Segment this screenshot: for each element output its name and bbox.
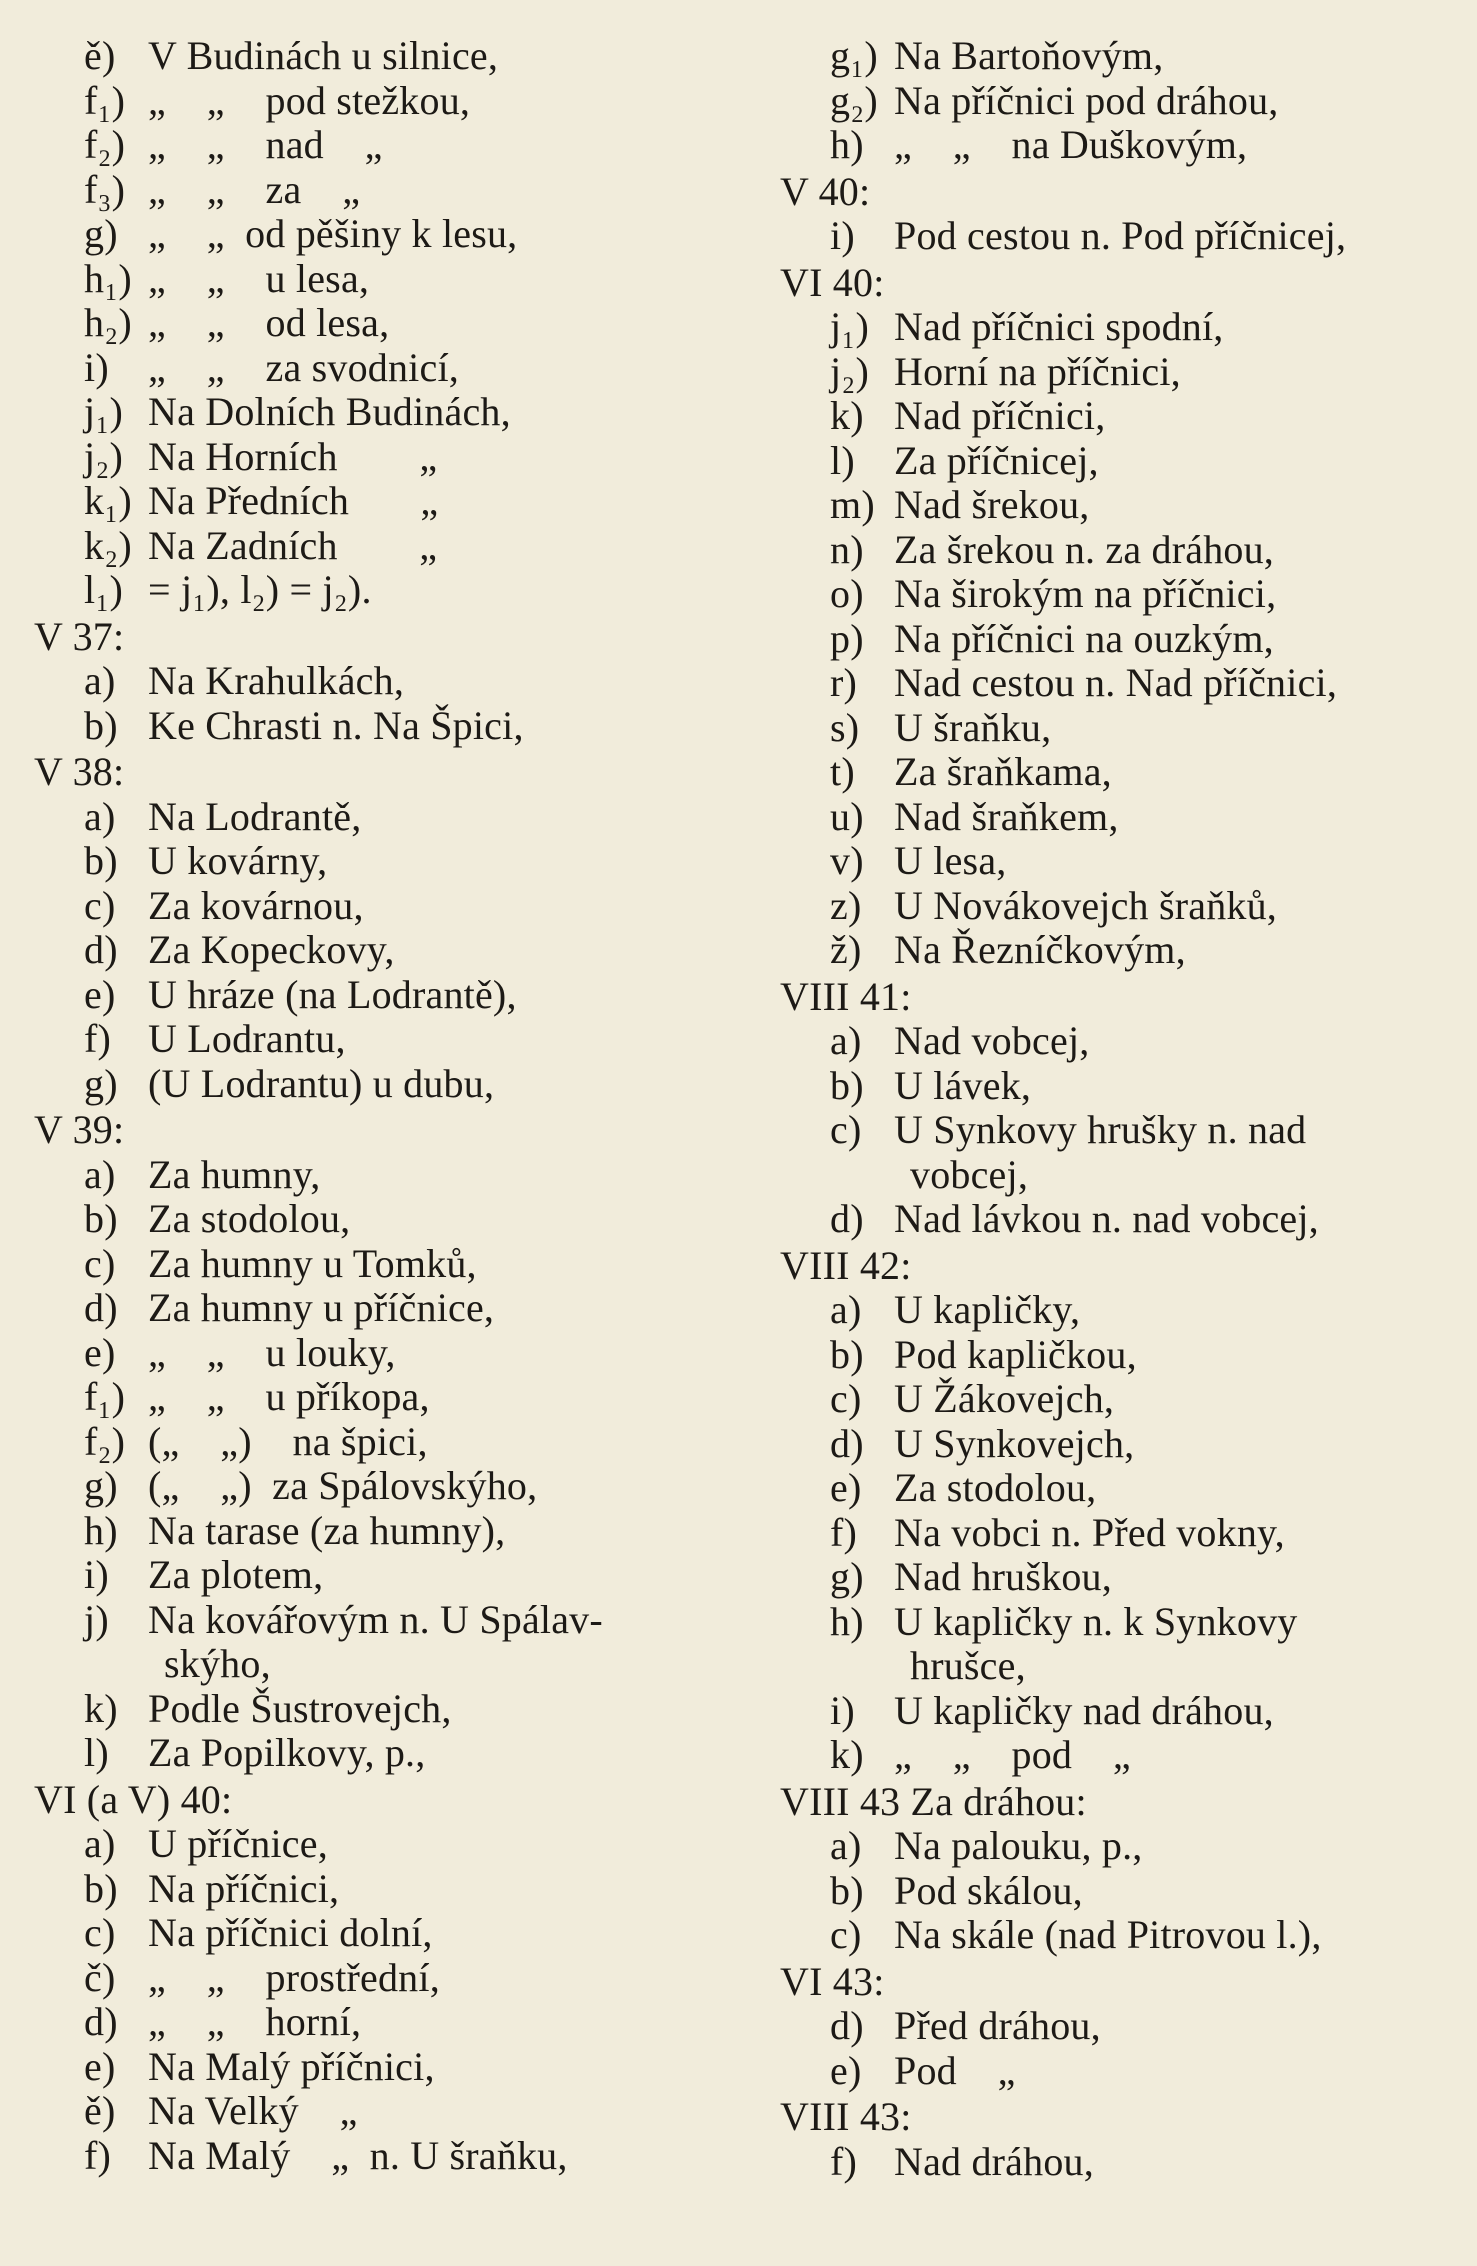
item-key: d) bbox=[84, 1285, 118, 1330]
list-item bbox=[34, 524, 714, 569]
list-item bbox=[34, 1420, 714, 1465]
list-item bbox=[34, 884, 714, 929]
list-item bbox=[780, 1555, 1450, 1600]
list-item bbox=[34, 346, 714, 391]
item-text: Za stodolou, bbox=[148, 1196, 351, 1241]
item-text: U Žákovejch, bbox=[894, 1376, 1115, 1421]
item-text: Ke Chrasti n. Na Špici, bbox=[148, 702, 524, 748]
section-heading: V 38: bbox=[34, 749, 125, 794]
item-key: p) bbox=[830, 615, 864, 661]
item-text: „ „ za „ bbox=[148, 166, 361, 212]
item-text: U Synkovy hrušky n. nad bbox=[894, 1107, 1307, 1152]
list-item bbox=[34, 1687, 714, 1732]
list-item bbox=[34, 1197, 714, 1242]
item-text: Na palouku, p., bbox=[894, 1823, 1143, 1868]
item-key: f₁) bbox=[84, 1374, 126, 1419]
item-key: h) bbox=[830, 1598, 864, 1644]
item-text: Nad lávkou n. nad vobcej, bbox=[894, 1196, 1319, 1241]
section-heading: VIII 43 Za dráhou: bbox=[780, 1778, 1087, 1824]
item-text: Na Krahulkách, bbox=[148, 658, 405, 703]
section-heading: V 40: bbox=[780, 168, 871, 214]
list-item bbox=[780, 123, 1450, 168]
item-key: t) bbox=[830, 749, 855, 794]
item-text: Na příčnici pod dráhou, bbox=[894, 77, 1279, 123]
item-key: g) bbox=[84, 1060, 118, 1106]
item-text: Na Velký „ bbox=[148, 2088, 358, 2133]
item-text: „ „ na Duškovým, bbox=[894, 122, 1248, 167]
item-key: g) bbox=[84, 1463, 118, 1508]
item-text: „ „ u lesa, bbox=[148, 255, 370, 301]
item-text: U kovárny, bbox=[148, 838, 328, 883]
section-heading: V 37: bbox=[34, 613, 125, 659]
list-item bbox=[34, 257, 714, 302]
list-item bbox=[34, 1375, 714, 1420]
list-item bbox=[34, 168, 714, 213]
list-item bbox=[34, 123, 714, 168]
item-key: c) bbox=[84, 1910, 116, 1955]
item-key: k) bbox=[84, 1685, 118, 1731]
item-key: d) bbox=[830, 1420, 864, 1466]
item-text: V Budinách u silnice, bbox=[148, 33, 499, 78]
item-key: i) bbox=[84, 1552, 109, 1597]
list-item bbox=[34, 2000, 714, 2045]
list-item bbox=[780, 305, 1450, 350]
item-text: „ „ od lesa, bbox=[148, 300, 390, 345]
list-item bbox=[34, 435, 714, 480]
item-text: Na Lodrantě, bbox=[148, 793, 362, 839]
item-text: Na příčnici na ouzkým, bbox=[894, 615, 1274, 661]
item-text: U Synkovejch, bbox=[894, 1420, 1135, 1466]
item-key: f) bbox=[84, 1016, 112, 1061]
item-text: Za Kopeckovy, bbox=[148, 927, 395, 972]
list-item bbox=[34, 1062, 714, 1107]
item-text: Před dráhou, bbox=[894, 2003, 1101, 2048]
item-text: Za plotem, bbox=[148, 1552, 324, 1597]
list-item bbox=[34, 973, 714, 1018]
section-heading: VI (a V) 40: bbox=[34, 1776, 233, 1822]
list-item bbox=[34, 795, 714, 840]
list-item bbox=[780, 928, 1450, 973]
item-text: Nad šraňkem, bbox=[894, 793, 1119, 839]
item-key: g) bbox=[830, 1554, 864, 1599]
item-key: b) bbox=[830, 1062, 864, 1108]
list-item bbox=[34, 704, 714, 749]
item-key: j₁) bbox=[84, 389, 123, 434]
item-key: a) bbox=[830, 1018, 862, 1063]
list-item bbox=[780, 2004, 1450, 2049]
item-key: e) bbox=[84, 971, 116, 1017]
item-text: „ „ za svodnicí, bbox=[148, 344, 459, 390]
list-item bbox=[780, 483, 1450, 528]
item-key: n) bbox=[830, 526, 864, 572]
list-item bbox=[780, 1422, 1450, 1467]
item-key: f₂) bbox=[84, 122, 126, 167]
list-item bbox=[34, 2134, 714, 2179]
item-key: č) bbox=[84, 1954, 116, 2000]
list-item bbox=[780, 2140, 1450, 2185]
list-item bbox=[780, 1733, 1450, 1778]
item-key: j₂) bbox=[830, 348, 869, 394]
item-key: f) bbox=[830, 2138, 858, 2184]
item-key: a) bbox=[84, 1821, 116, 1866]
item-text: Nad dráhou, bbox=[894, 2138, 1094, 2184]
item-key: b) bbox=[84, 702, 118, 748]
list-item bbox=[34, 212, 714, 257]
item-key: h) bbox=[84, 1507, 118, 1553]
item-key: k) bbox=[830, 1732, 864, 1777]
item-key: d) bbox=[830, 1196, 864, 1241]
item-key: c) bbox=[830, 1107, 862, 1152]
list-item bbox=[780, 394, 1450, 439]
item-key: a) bbox=[830, 1823, 862, 1868]
list-item bbox=[34, 568, 714, 613]
list-item bbox=[34, 2089, 714, 2134]
item-key: i) bbox=[84, 344, 109, 390]
item-key: ž) bbox=[830, 927, 862, 972]
item-text: Na Řezníčkovým, bbox=[894, 927, 1186, 972]
item-text: Na skále (nad Pitrovou l.), bbox=[894, 1912, 1322, 1957]
list-item bbox=[34, 1911, 714, 1956]
item-text: U kapličky, bbox=[894, 1287, 1081, 1332]
item-text: Na vobci n. Před vokny, bbox=[894, 1509, 1285, 1555]
item-text: Za Popilkovy, p., bbox=[148, 1730, 426, 1775]
item-key: h₂) bbox=[84, 300, 132, 345]
item-key: a) bbox=[84, 658, 116, 703]
item-text: U lesa, bbox=[894, 838, 1007, 883]
item-key: c) bbox=[830, 1376, 862, 1421]
item-text: „ „ horní, bbox=[148, 1999, 362, 2044]
item-text: U kapličky nad dráhou, bbox=[894, 1687, 1274, 1733]
item-text: U lávek, bbox=[894, 1062, 1032, 1108]
item-text: Pod kapličkou, bbox=[894, 1331, 1137, 1377]
item-key: g₁) bbox=[830, 33, 878, 78]
list-item bbox=[780, 661, 1450, 706]
list-item bbox=[34, 1822, 714, 1867]
list-item bbox=[780, 1913, 1450, 1958]
list-item bbox=[34, 1331, 714, 1376]
item-key: a) bbox=[830, 1287, 862, 1332]
item-text: U hráze (na Lodrantě), bbox=[148, 971, 517, 1017]
list-item bbox=[34, 2045, 714, 2090]
item-key: k₁) bbox=[84, 478, 132, 523]
list-item bbox=[780, 839, 1450, 884]
list-item bbox=[780, 79, 1450, 124]
item-text: U kapličky n. k Synkovy bbox=[894, 1598, 1298, 1644]
item-text: = j₁), l₂) = j₂). bbox=[148, 567, 372, 612]
list-item bbox=[780, 1377, 1450, 1422]
list-item bbox=[780, 1108, 1450, 1153]
item-key: b) bbox=[84, 1196, 118, 1241]
list-item bbox=[780, 34, 1450, 79]
item-key: b) bbox=[830, 1867, 864, 1913]
item-text: U příčnice, bbox=[148, 1821, 328, 1866]
item-key: f) bbox=[830, 1509, 858, 1555]
item-key: a) bbox=[84, 793, 116, 839]
section-heading: VI 40: bbox=[780, 259, 885, 305]
list-item bbox=[34, 839, 714, 884]
item-key: l) bbox=[830, 437, 855, 483]
list-item bbox=[780, 1019, 1450, 1064]
item-key: l₁) bbox=[84, 567, 123, 612]
item-key: a) bbox=[84, 1151, 116, 1197]
item-key: j₂) bbox=[84, 433, 123, 479]
list-item bbox=[780, 214, 1450, 259]
item-key: c) bbox=[84, 1240, 116, 1286]
item-key: d) bbox=[84, 927, 118, 972]
item-key: m) bbox=[830, 482, 875, 527]
item-text: Na Dolních Budinách, bbox=[148, 389, 511, 434]
list-item bbox=[34, 1598, 714, 1643]
list-item bbox=[34, 1464, 714, 1509]
list-item bbox=[780, 572, 1450, 617]
list-item bbox=[34, 301, 714, 346]
list-item bbox=[780, 1333, 1450, 1378]
item-key: b) bbox=[84, 838, 118, 883]
item-text: Nad hruškou, bbox=[894, 1554, 1112, 1599]
item-text: „ „ pod „ bbox=[894, 1732, 1131, 1777]
item-text: Nad cestou n. Nad příčnici, bbox=[894, 660, 1338, 705]
item-key: l) bbox=[84, 1730, 109, 1775]
list-item bbox=[780, 1288, 1450, 1333]
list-item bbox=[780, 350, 1450, 395]
list-item bbox=[780, 439, 1450, 484]
list-item bbox=[780, 795, 1450, 840]
list-item bbox=[34, 1731, 714, 1776]
item-text: Nad příčnici, bbox=[894, 393, 1106, 438]
item-key: i) bbox=[830, 213, 855, 258]
section-heading: VIII 42: bbox=[780, 1242, 912, 1288]
list-item bbox=[34, 659, 714, 704]
item-text: U šraňku, bbox=[894, 704, 1052, 750]
item-text: „ „ od pěšiny k lesu, bbox=[148, 211, 518, 256]
list-item bbox=[34, 1242, 714, 1287]
list-item bbox=[34, 1867, 714, 1912]
list-item bbox=[34, 1509, 714, 1554]
item-text: Na Bartoňovým, bbox=[894, 33, 1164, 78]
item-key: j) bbox=[84, 1596, 109, 1642]
entry-continuation: skýho, bbox=[164, 1641, 271, 1686]
item-text: Na příčnici dolní, bbox=[148, 1910, 433, 1955]
item-text: Na Předních „ bbox=[148, 478, 439, 523]
item-text: Za příčnicej, bbox=[894, 437, 1099, 483]
list-item bbox=[34, 34, 714, 79]
section-heading: VIII 43: bbox=[780, 2094, 912, 2139]
list-item bbox=[780, 1197, 1450, 1242]
item-key: f₂) bbox=[84, 1418, 126, 1464]
list-item bbox=[34, 79, 714, 124]
list-item bbox=[780, 1466, 1450, 1511]
right-column bbox=[780, 34, 1450, 2184]
item-key: ě) bbox=[84, 2088, 116, 2133]
list-item bbox=[780, 750, 1450, 795]
list-item bbox=[780, 1511, 1450, 1556]
item-text: Na Malý příčnici, bbox=[148, 2043, 435, 2089]
item-text: Na Horních „ bbox=[148, 433, 438, 479]
item-key: f) bbox=[84, 2132, 112, 2178]
entry-continuation: vobcej, bbox=[910, 1151, 1029, 1197]
item-key: e) bbox=[84, 2043, 116, 2089]
list-item bbox=[780, 2049, 1450, 2094]
item-text: Na kovářovým n. U Spálav- bbox=[148, 1596, 603, 1642]
list-item bbox=[780, 1869, 1450, 1914]
list-item bbox=[34, 1017, 714, 1062]
section-heading: V 39: bbox=[34, 1107, 125, 1152]
item-key: f₃) bbox=[84, 166, 126, 212]
list-item bbox=[780, 617, 1450, 662]
item-key: k) bbox=[830, 393, 864, 438]
item-key: r) bbox=[830, 660, 858, 705]
entry-continuation: hrušce, bbox=[910, 1643, 1026, 1688]
item-text: „ „ u příkopa, bbox=[148, 1374, 430, 1419]
item-text: Za šraňkama, bbox=[894, 749, 1112, 794]
list-item bbox=[780, 1064, 1450, 1109]
item-text: „ „ prostřední, bbox=[148, 1954, 440, 2000]
section-heading: VI 43: bbox=[780, 1958, 885, 2004]
item-text: Na Zadních „ bbox=[148, 522, 438, 568]
item-text: „ „ pod stežkou, bbox=[148, 77, 471, 123]
item-key: g) bbox=[84, 211, 118, 256]
item-key: e) bbox=[830, 1465, 862, 1510]
item-key: f₁) bbox=[84, 77, 126, 123]
list-item bbox=[780, 884, 1450, 929]
item-key: h₁) bbox=[84, 255, 132, 301]
item-key: v) bbox=[830, 838, 864, 883]
item-text: „ „ u louky, bbox=[148, 1329, 396, 1375]
item-text: (U Lodrantu) u dubu, bbox=[148, 1060, 495, 1106]
item-key: g₂) bbox=[830, 77, 878, 123]
item-key: u) bbox=[830, 793, 864, 839]
list-item bbox=[780, 1824, 1450, 1869]
item-text: Podle Šustrovejch, bbox=[148, 1685, 452, 1731]
item-key: d) bbox=[84, 1999, 118, 2044]
item-key: c) bbox=[84, 882, 116, 928]
item-text: Za humny, bbox=[148, 1151, 321, 1197]
item-text: Za humny u Tomků, bbox=[148, 1240, 477, 1286]
item-key: i) bbox=[830, 1687, 855, 1733]
item-text: „ „ nad „ bbox=[148, 122, 383, 167]
item-text: („ „) za Spálovskýho, bbox=[148, 1463, 538, 1508]
item-text: Nad vobcej, bbox=[894, 1018, 1090, 1063]
list-item bbox=[780, 1600, 1450, 1645]
item-key: c) bbox=[830, 1912, 862, 1957]
item-text: Pod cestou n. Pod příčnicej, bbox=[894, 213, 1347, 258]
list-item bbox=[780, 706, 1450, 751]
item-text: Na příčnici, bbox=[148, 1865, 340, 1911]
item-key: d) bbox=[830, 2003, 864, 2048]
item-key: h) bbox=[830, 122, 864, 167]
item-text: Nad příčnici spodní, bbox=[894, 304, 1224, 349]
item-key: b) bbox=[84, 1865, 118, 1911]
item-text: U Novákovejch šraňků, bbox=[894, 882, 1277, 928]
item-key: s) bbox=[830, 704, 860, 750]
left-column bbox=[34, 34, 714, 2178]
item-text: Za stodolou, bbox=[894, 1465, 1097, 1510]
list-item bbox=[34, 1286, 714, 1331]
list-item bbox=[34, 1956, 714, 2001]
item-text: Horní na příčnici, bbox=[894, 348, 1181, 394]
list-item bbox=[34, 1553, 714, 1598]
list-item bbox=[780, 1689, 1450, 1734]
list-item bbox=[780, 528, 1450, 573]
list-item bbox=[34, 390, 714, 435]
item-key: k₂) bbox=[84, 522, 132, 568]
item-key: z) bbox=[830, 882, 862, 928]
item-text: Za šrekou n. za dráhou, bbox=[894, 526, 1275, 572]
item-text: Na širokým na příčnici, bbox=[894, 571, 1277, 616]
item-text: Pod skálou, bbox=[894, 1867, 1083, 1913]
item-key: e) bbox=[84, 1329, 116, 1375]
item-text: Na Malý „ n. U šraňku, bbox=[148, 2132, 568, 2178]
item-key: b) bbox=[830, 1331, 864, 1377]
item-text: Pod „ bbox=[894, 2047, 1016, 2093]
item-key: ě) bbox=[84, 33, 116, 78]
item-key: o) bbox=[830, 571, 864, 616]
item-text: („ „) na špici, bbox=[148, 1418, 428, 1464]
list-item bbox=[34, 479, 714, 524]
item-key: e) bbox=[830, 2047, 862, 2093]
item-text: Za humny u příčnice, bbox=[148, 1285, 495, 1330]
item-text: Nad šrekou, bbox=[894, 482, 1090, 527]
list-item bbox=[34, 1153, 714, 1198]
item-key: j₁) bbox=[830, 304, 869, 349]
list-item bbox=[34, 928, 714, 973]
section-heading: VIII 41: bbox=[780, 973, 912, 1019]
item-text: U Lodrantu, bbox=[148, 1016, 346, 1061]
item-text: Na tarase (za humny), bbox=[148, 1507, 506, 1553]
item-text: Za kovárnou, bbox=[148, 882, 364, 928]
